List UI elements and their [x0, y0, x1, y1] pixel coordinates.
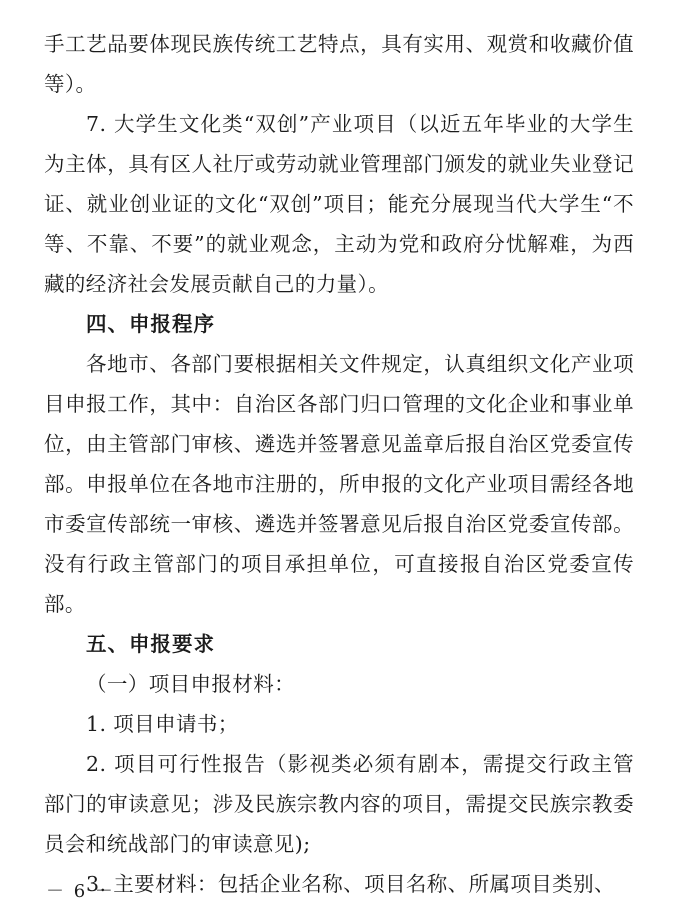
document-body	[44, 24, 634, 904]
page-footer	[0, 877, 680, 903]
paragraph-item-7: 7. 大学生文化类“双创”产业项目（以近五年毕业的大学生为主体，具有区人社厅或劳动就业管理部门颁发的就业失业登记证、就业创业证的文化“双创”项目；能充分展现当代大学生“不等、不靠、不要”的就业观念，主动为党和政府分忧解难，为西藏的经济社会发展贡献自己的力量）。	[44, 112, 634, 296]
heading-section-four: 四、申报程序	[86, 312, 215, 336]
heading-section-five: 五、申报要求	[86, 632, 215, 656]
paragraph-material-one: 1. 项目申请书；	[86, 712, 239, 736]
paragraph-handicraft-continued: 手工艺品要体现民族传统工艺特点，具有实用、观赏和收藏价值等）。	[44, 32, 634, 96]
paragraph-section-four-body: 各地市、各部门要根据相关文件规定，认真组织文化产业项目申报工作，其中：自治区各部门归口管理的文化企业和事业单位，由主管部门审核、遴选并签署意见盖章后报自治区党委宣传部。申报单位在各地市注册的，所申报的文化产业项目需经各地市委宣传部统一审核、遴选并签署意见后报自治区党委宣传部。没有行政主管部门的项目承担单位，可直接报自治区党委宣传部。	[44, 352, 634, 616]
page-number: － 6 －	[46, 881, 115, 902]
paragraph-material-two: 2. 项目可行性报告（影视类必须有剧本，需提交行政主管部门的审读意见；涉及民族宗教内容的项目，需提交民族宗教委员会和统战部门的审读意见);	[44, 752, 634, 856]
paragraph-material-three: 3. 主要材料：包括企业名称、项目名称、所属项目类别、	[86, 872, 615, 896]
paragraph-section-five-sub-one: （一）项目申报材料：	[86, 672, 295, 696]
